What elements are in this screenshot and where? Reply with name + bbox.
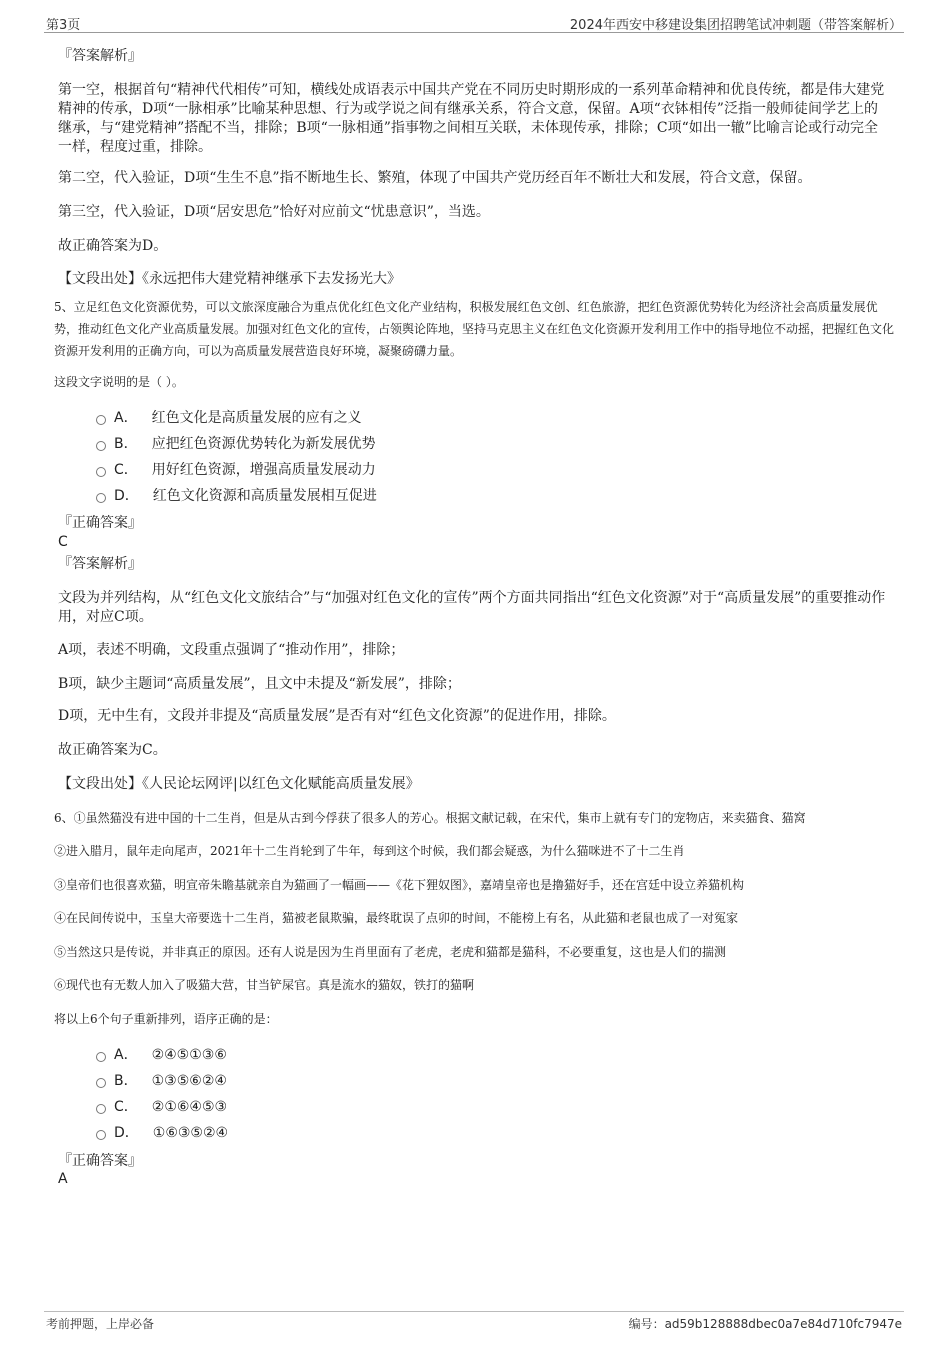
q6-sentence-4: ④在民间传说中，玉皇大帝要选十二生肖，猫被老鼠欺骗，最终耽误了点卯的时间，不能榜上有名，从此猫和老鼠也成了一对冤家 (54, 911, 739, 925)
document-title: 2024年西安中移建设集团招聘笔试冲刺题（带答案解析） (569, 18, 902, 33)
radio-icon[interactable] (96, 1052, 106, 1062)
page-footer (44, 1311, 904, 1334)
radio-icon[interactable] (96, 493, 106, 503)
q5-answer: C (58, 534, 68, 550)
q5-analysis-option-a: A项，表述不明确，文段重点强调了“推动作用”，排除； (58, 642, 405, 658)
q6-option-d[interactable]: D． ①⑥③⑤②④ (96, 1124, 228, 1142)
q5-analysis-para1: 文段为并列结构，从“红色文化文旅结合”与“加强对红色文化的宣传”两个方面共同指出“红色文化资源”对于“高质量发展”的重要推动作用，对应C项。 (58, 590, 886, 625)
q5-analysis-option-d: D项，无中生有，文段并非提及“高质量发展”是否有对“红色文化资源”的促进作用，排除。 (58, 708, 616, 724)
footer-slogan: 考前押题，上岸必备 (46, 1317, 155, 1331)
q4-analysis-para3: 第三空，代入验证，D项“居安思危”恰好对应前文“忧患意识”，当选。 (58, 204, 490, 220)
q5-answer-label: 『正确答案』 (58, 515, 142, 531)
q6-answer-label: 『正确答案』 (58, 1153, 142, 1169)
q6-answer: A (58, 1171, 68, 1187)
q6-option-a[interactable]: A． ②④⑤①③⑥ (96, 1046, 227, 1064)
page-number: 第3页 (46, 18, 81, 33)
radio-icon[interactable] (96, 1104, 106, 1114)
q5-question: 这段文字说明的是（ ）。 (54, 375, 184, 389)
radio-icon[interactable] (96, 1078, 106, 1088)
q6-sentence-6: ⑥现代也有无数人加入了吸猫大营，甘当铲屎官。真是流水的猫奴，铁打的猫啊 (54, 978, 475, 992)
q6-sentence-5: ⑤当然这只是传说，并非真正的原因。还有人说是因为生肖里面有了老虎，老虎和猫都是猫科，不必要重复，这也是人们的揣测 (54, 945, 727, 959)
document-code: 编号：ad59b128888dbec0a7e84d710fc7947e (628, 1317, 902, 1331)
q4-source: 【文段出处】《永远把伟大建党精神继承下去发扬光大》 (58, 271, 401, 287)
radio-icon[interactable] (96, 441, 106, 451)
q4-analysis-para1: 第一空，根据首句“精神代代相传”可知，横线处成语表示中国共产党在不同历史时期形成的一系列革命精神和优良传统，都是伟大建党精神的传承，D项“一脉相承”比喻某种思想、行为或学说之间有继承关系，符合文意，保留。A项“衣钵相传”泛指一般师徒间学艺上的继承，与“建党精神”搭配不当，排除；B项“一脉相通”指事物之间相互关联，未体现传承，排除；C项“如出一辙”比喻言论或行动完全一样，程度过重，排除。 (58, 82, 885, 155)
radio-icon[interactable] (96, 467, 106, 477)
q5-source: 【文段出处】《人民论坛网评|以红色文化赋能高质量发展》 (58, 776, 420, 792)
q4-analysis-label: 『答案解析』 (58, 48, 142, 64)
q5-option-c[interactable]: C． 用好红色资源，增强高质量发展动力 (96, 461, 376, 479)
q5-option-b[interactable]: B． 应把红色资源优势转化为新发展优势 (96, 435, 376, 453)
q6-sentence-3: ③皇帝们也很喜欢猫，明宣帝朱瞻基就亲自为猫画了一幅画——《花下狸奴图》，嘉靖皇帝也是撸猫好手，还在宫廷中设立养猫机构 (54, 878, 745, 892)
radio-icon[interactable] (96, 415, 106, 425)
radio-icon[interactable] (96, 1130, 106, 1140)
q6-option-b[interactable]: B． ①③⑤⑥②④ (96, 1072, 227, 1090)
q5-option-d[interactable]: D． 红色文化资源和高质量发展相互促进 (96, 487, 377, 505)
q6-sentence-1: 6、①虽然猫没有进中国的十二生肖，但是从古到今俘获了很多人的芳心。根据文献记载，在宋代，集市上就有专门的宠物店，来卖猫食、猫窝 (54, 811, 806, 825)
q5-analysis-label: 『答案解析』 (58, 556, 142, 572)
q6-question: 将以上6个句子重新排列，语序正确的是： (54, 1012, 278, 1026)
q4-conclusion: 故正确答案为D。 (58, 238, 168, 254)
q5-analysis-option-b: B项，缺少主题词“高质量发展”，且文中未提及“新发展”，排除； (58, 676, 461, 692)
q6-option-c[interactable]: C． ②①⑥④⑤③ (96, 1098, 227, 1116)
q5-option-a[interactable]: A． 红色文化是高质量发展的应有之义 (96, 409, 362, 427)
q5-conclusion: 故正确答案为C。 (58, 742, 167, 758)
q5-stem: 5、立足红色文化资源优势，可以文旅深度融合为重点优化红色文化产业结构，积极发展红色文创、红色旅游，把红色资源优势转化为经济社会高质量发展优势，推动红色文化产业高质量发展。加强对红色文化的宣传，占领舆论阵地，坚持马克思主义在红色文化资源开发利用工作中的指导地位不动摇，把握红色文化资源开发利用的正确方向，可以为高质量发展营造良好环境，凝聚磅礴力量。 (54, 300, 895, 358)
q4-analysis-para2: 第二空，代入验证，D项“生生不息”指不断地生长、繁殖，体现了中国共产党历经百年不断壮大和发展，符合文意，保留。 (58, 170, 812, 186)
page-header (44, 12, 904, 33)
q6-sentence-2: ②进入腊月，鼠年走向尾声，2021年十二生肖轮到了牛年，每到这个时候，我们都会疑惑，为什么猫咪进不了十二生肖 (54, 844, 685, 858)
